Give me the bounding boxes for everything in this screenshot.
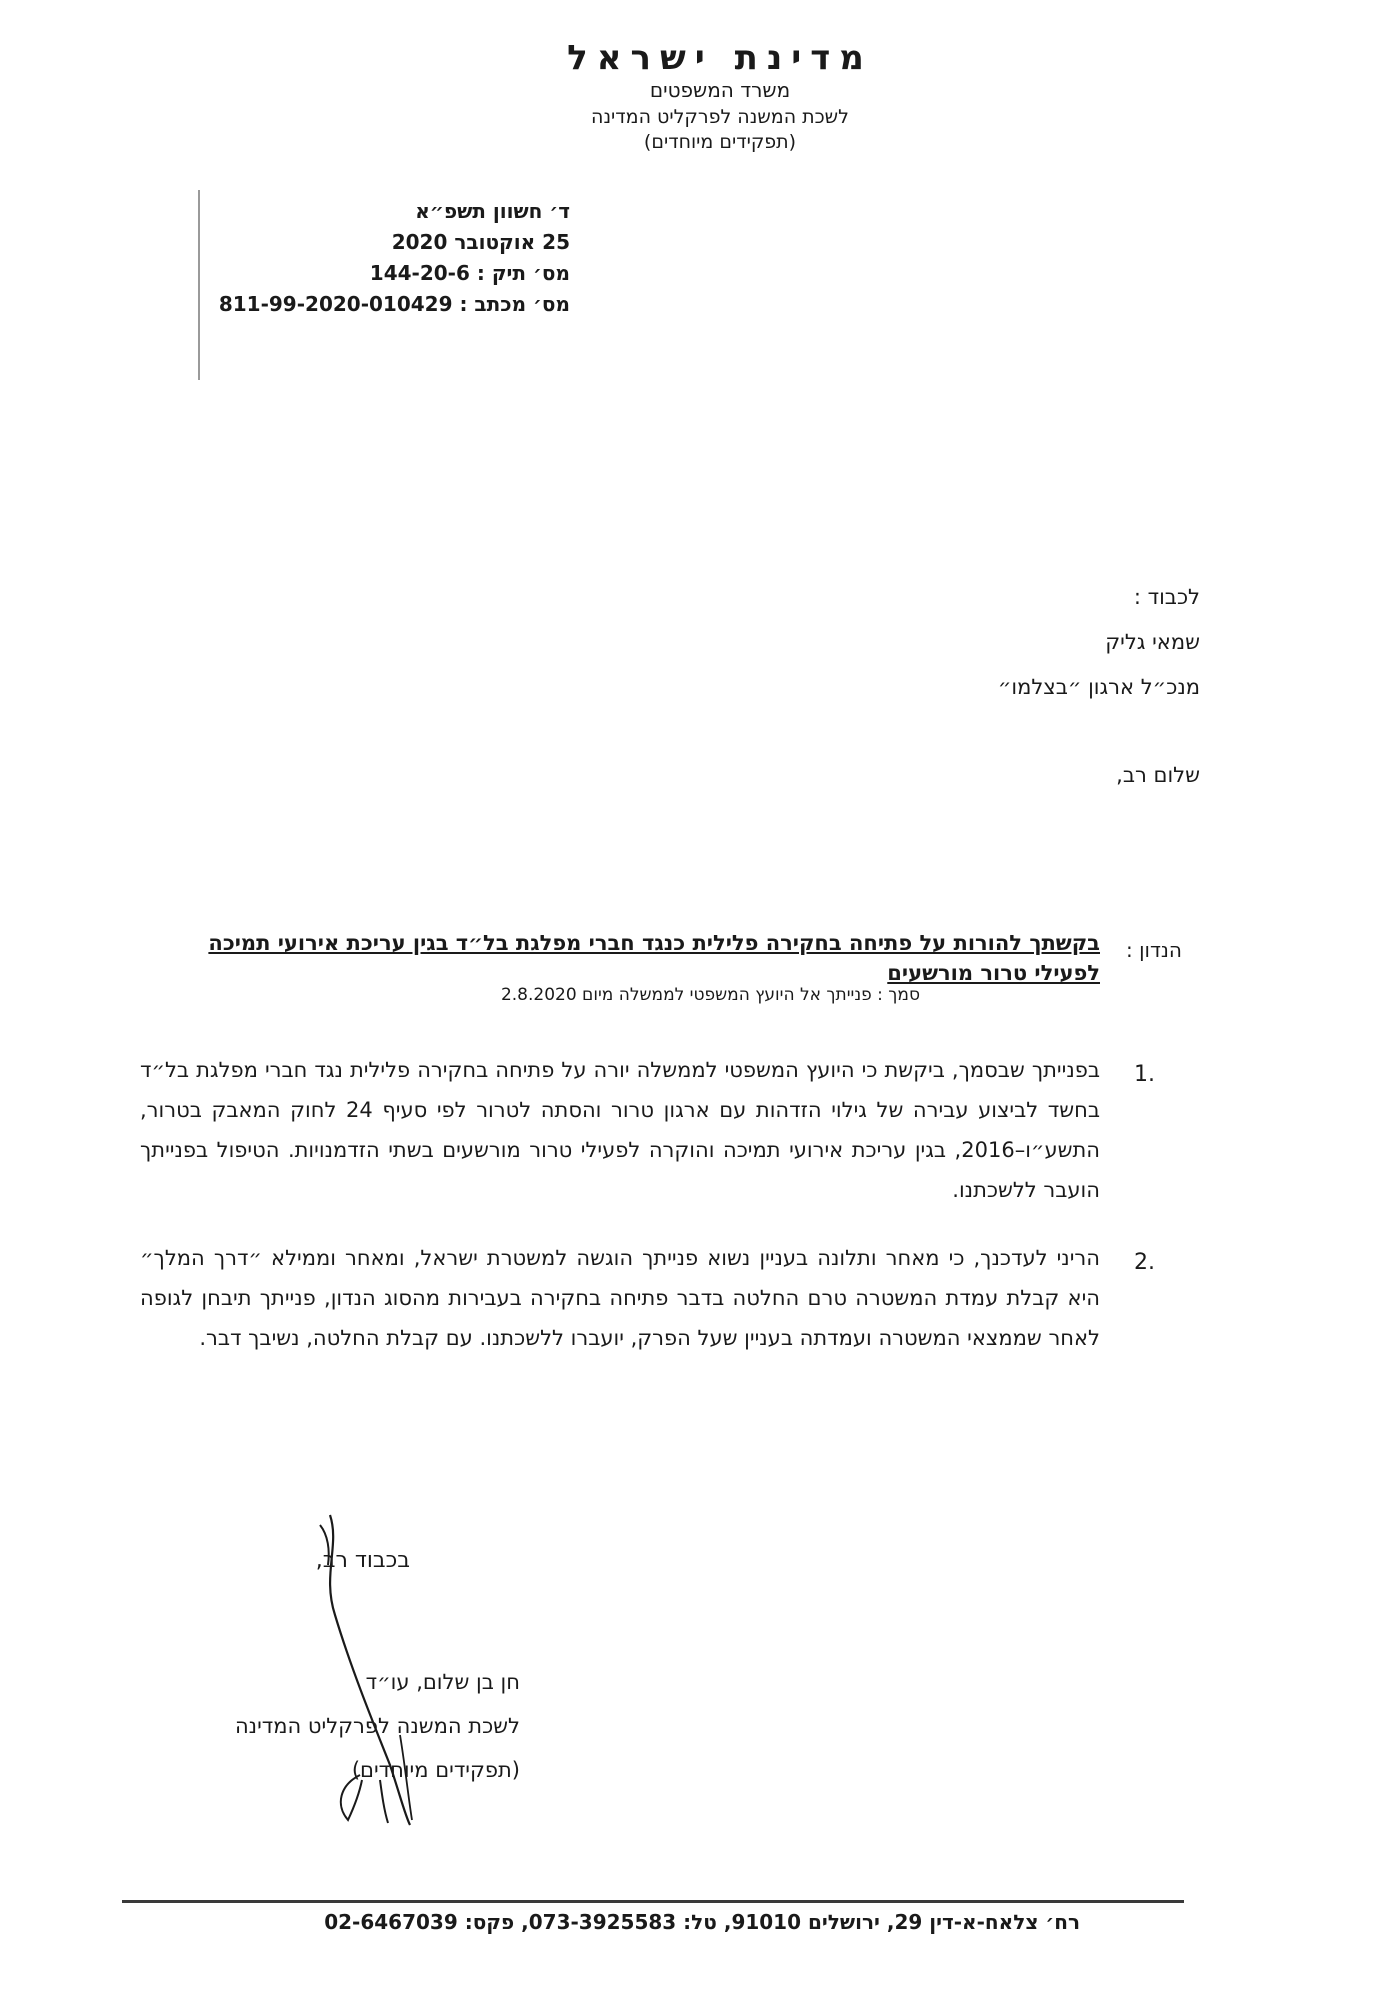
footer-address: רח׳ צלאח-א-דין 29, ירושלים 91010, טל: 073-3925583, פקס: 02-6467039 — [324, 1910, 1080, 1934]
paragraph-number: 1. — [1134, 1062, 1155, 1087]
hebrew-date: ד׳ חשוון תשפ״א — [415, 199, 570, 223]
signer-title-sub: (תפקידים מיוחדים) — [351, 1758, 520, 1782]
handwritten-signature — [300, 1505, 480, 1835]
paragraph-number: 2. — [1134, 1250, 1155, 1275]
letterhead-unit: לשכת המשנה לפרקליט המדינה — [591, 106, 849, 128]
gregorian-date: 25 אוקטובר 2020 — [391, 230, 570, 254]
letterhead-unit-sub: (תפקידים מיוחדים) — [643, 131, 797, 153]
letterhead-title: מדינת ישראל — [567, 38, 873, 78]
closing-regards: בכבוד רב, — [315, 1548, 410, 1573]
paragraph-body: הריני לעדכנך, כי מאחר ותלונה בעניין נשוא פנייתך הוגשה למשטרת ישראל, ומאחר וממילא ״דרך המלך״ היא קבלת עמדת המשטרה טרם החלטה בדבר פתיחה בחקירה בעבירות מהסוג הנדון, פנייתך תיבחן לגופה לאחר שממצאי המשטרה ועמדתה בעניין שעל הפרק, יועברו ללשכתנו. עם קבלת החלטה, נשיבך דבר. — [140, 1246, 1100, 1350]
letter-number: מס׳ מכתב : 811-99-2020-010429 — [218, 292, 570, 316]
letterhead-ministry: משרד המשפטים — [649, 78, 791, 102]
reference-line: סמך : פנייתך אל היועץ המשפטי לממשלה מיום 2.8.2020 — [500, 985, 920, 1005]
subject-label: הנדון : — [1126, 938, 1182, 962]
file-number: מס׳ תיק : 144-20-6 — [369, 261, 570, 285]
signer-title: לשכת המשנה לפרקליט המדינה — [234, 1714, 520, 1738]
addressee-role: מנכ״ל ארגון ״בצלמו״ — [997, 675, 1200, 699]
footer-rule — [122, 1900, 1184, 1903]
addressee-name: שמאי גליק — [1105, 630, 1200, 654]
addressee-to: לכבוד : — [1133, 585, 1200, 609]
greeting: שלום רב, — [1116, 763, 1200, 787]
paragraph-body: בפנייתך שבסמך, ביקשת כי היועץ המשפטי לממשלה יורה על פתיחה בחקירה פלילית נגד חברי מפלגת בל״ד בחשד לביצוע עבירה של גילוי הזדהות עם ארגון טרור והסתה לטרור לפי סעיף 24 לחוק המאבק בטרור, התשע״ו–2016, בגין עריכת אירועי תמיכה והוקרה לפעילי טרור מורשעים בשתי הזדמנויות. הטיפול בפנייתך הועבר ללשכתנו. — [140, 1058, 1100, 1202]
subject-text: בקשתך להורות על פתיחה בחקירה פלילית כנגד חברי מפלגת בל״ד בגין עריכת אירועי תמיכה לפעילי טרור מורשעים — [208, 931, 1100, 985]
signer-name: חן בן שלום, עו״ד — [365, 1670, 520, 1694]
